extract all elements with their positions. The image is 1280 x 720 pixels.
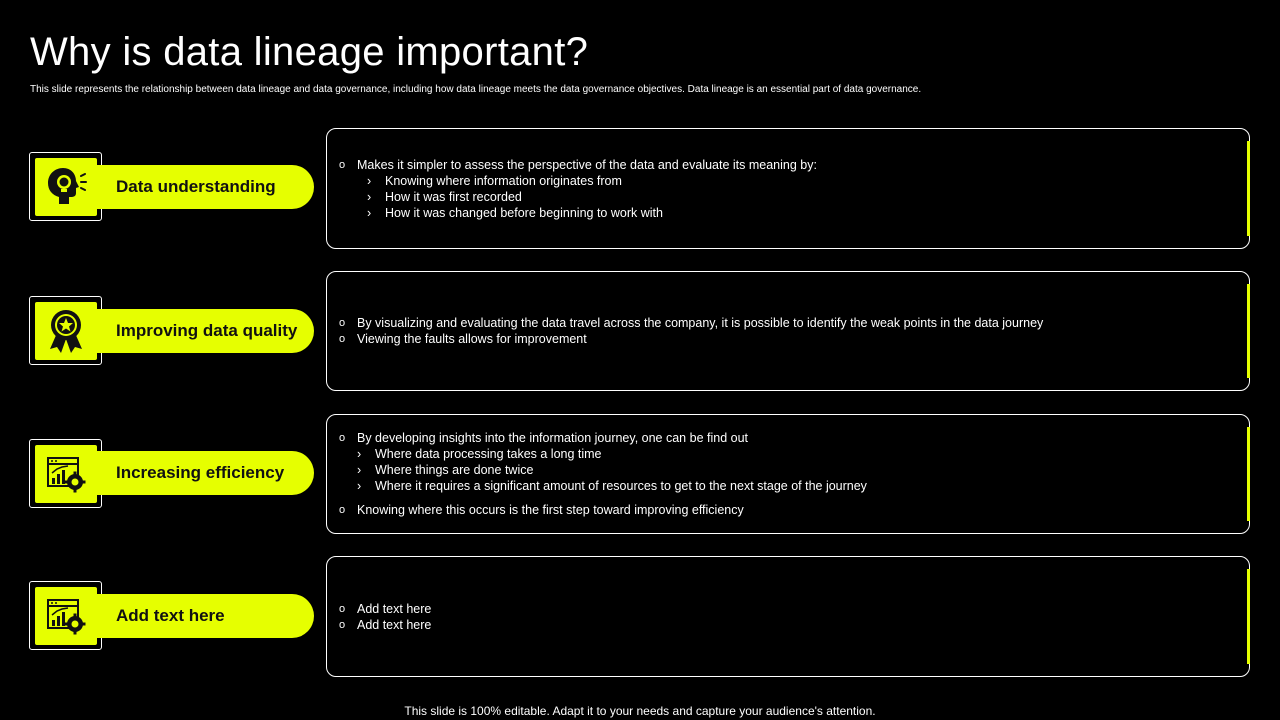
row-data-understanding	[0, 127, 1280, 249]
card-content	[339, 272, 1229, 390]
slide-footer: This slide is 100% editable. Adapt it to your needs and capture your audience's attention.	[404, 704, 876, 718]
bullet: o Viewing the faults allows for improvement	[339, 332, 587, 346]
card-accent	[1247, 284, 1250, 378]
card-accent	[1247, 569, 1250, 664]
chart-gear-icon	[44, 454, 88, 494]
card-content	[339, 129, 1229, 248]
head-lightbulb-icon	[41, 164, 91, 210]
row-increasing-efficiency	[0, 413, 1280, 535]
row-label: Increasing efficiency	[116, 463, 285, 482]
row-card	[326, 556, 1250, 677]
slide-title: Why is data lineage important?	[30, 30, 589, 74]
sub-bullet: › How it was first recorded	[367, 189, 522, 204]
sub-bullet: › Where data processing takes a long time	[357, 447, 602, 461]
row-label: Add text here	[116, 606, 225, 625]
slide-subtitle: This slide represents the relationship between data lineage and data governance, including how data lineage meets the data governance objectives. Data lineage is an essential part of data governance.	[30, 84, 922, 95]
award-badge-icon	[43, 307, 89, 355]
row-add-text	[0, 555, 1280, 677]
sub-bullet: › Knowing where information originates from	[367, 173, 622, 188]
row-card	[326, 128, 1250, 249]
card-content	[339, 557, 1229, 676]
row-label: Improving data quality	[116, 321, 298, 340]
bullet: o Makes it simpler to assess the perspective of the data and evaluate its meaning by:	[339, 157, 817, 172]
bullet: o By visualizing and evaluating the data travel across the company, it is possible to identify the weak points in the data journey	[339, 316, 1044, 330]
bullet: o Add text here	[339, 601, 432, 616]
bullet: o Add text here	[339, 617, 432, 632]
sub-bullet: › How it was changed before beginning to work with	[367, 205, 663, 220]
row-card	[326, 271, 1250, 391]
card-accent	[1247, 427, 1250, 521]
icon-box	[35, 445, 97, 503]
row-card	[326, 414, 1250, 534]
icon-box	[35, 158, 97, 216]
card-content	[339, 415, 1229, 533]
bullet: o Knowing where this occurs is the first step toward improving efficiency	[339, 503, 744, 517]
sub-bullet: › Where things are done twice	[357, 463, 534, 477]
bullet: o By developing insights into the information journey, one can be find out	[339, 431, 748, 445]
icon-box	[35, 587, 97, 645]
icon-box	[35, 302, 97, 360]
sub-bullet: › Where it requires a significant amount of resources to get to the next stage of the journey	[357, 479, 867, 493]
row-improving-data-quality	[0, 270, 1280, 392]
card-accent	[1247, 141, 1250, 236]
chart-gear-icon	[44, 596, 88, 636]
row-label: Data understanding	[116, 177, 276, 196]
